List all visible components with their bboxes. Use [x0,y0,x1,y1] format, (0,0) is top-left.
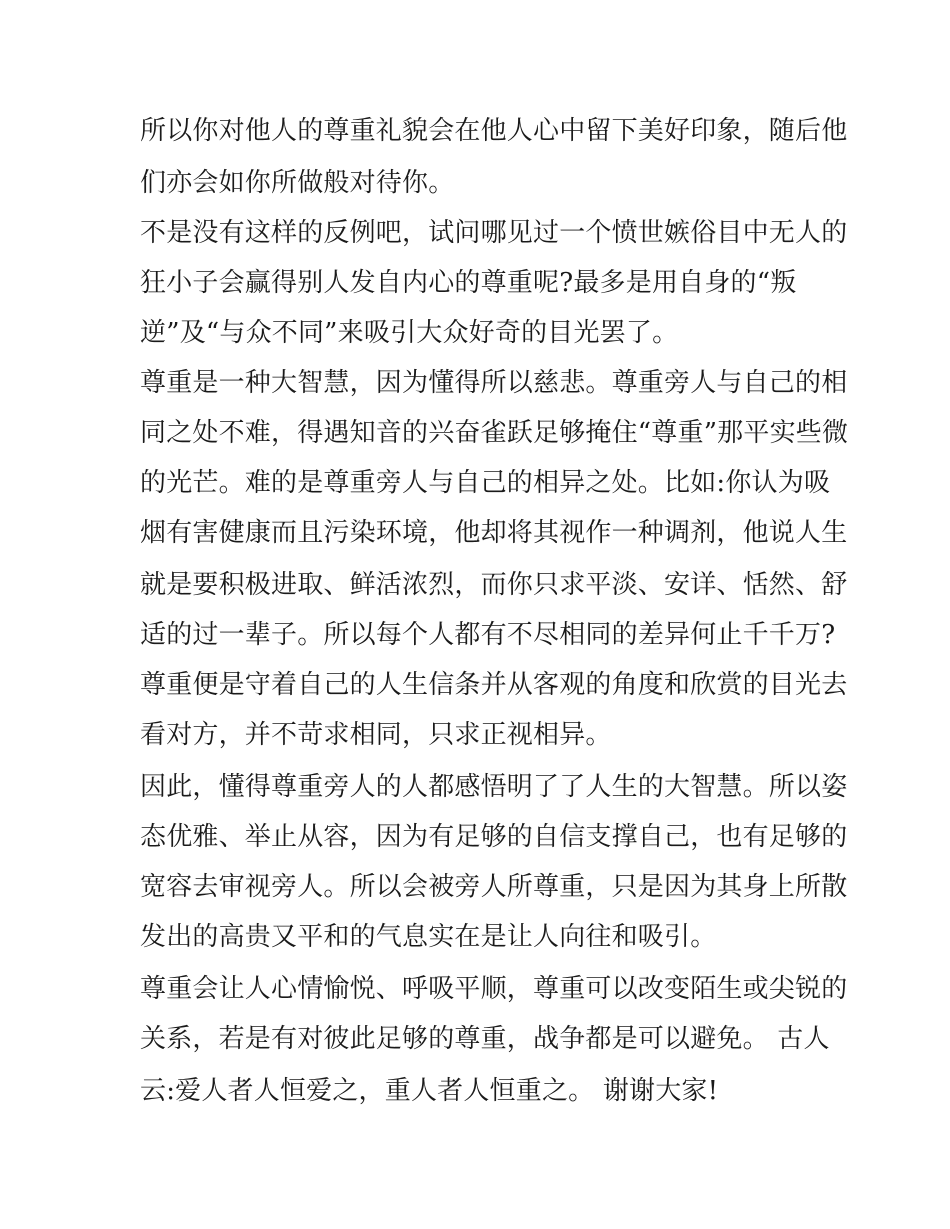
text-line: 狂小子会赢得别人发自内心的尊重呢?最多是用自身的“叛 [140,268,797,298]
text-line: 适的过一辈子。所以每个人都有不尽相同的差异何止千千万? [140,620,836,650]
text-line: 逆”及“与众不同”来吸引大众好奇的目光罢了。 [140,318,679,348]
text-line: 尊重便是守着自己的人生信条并从客观的角度和欣赏的目光去 [140,670,848,700]
text-line: 尊重是一种大智慧，因为懂得所以慈悲。尊重旁人与自己的相 [140,368,848,398]
text-line: 因此，懂得尊重旁人的人都感悟明了了人生的大智慧。所以姿 [140,772,848,802]
text-line: 们亦会如你所做般对待你。 [140,168,455,198]
text-line: 关系，若是有对彼此足够的尊重，战争都是可以避免。 古人 [140,1024,830,1054]
text-line: 烟有害健康而且污染环境，他却将其视作一种调剂，他说人生 [140,518,848,548]
text-line: 不是没有这样的反例吧，试问哪见过一个愤世嫉俗目中无人的 [140,218,848,248]
text-line: 的光芒。难的是尊重旁人与自己的相异之处。比如:你认为吸 [140,468,831,498]
text-line: 所以你对他人的尊重礼貌会在他人心中留下美好印象，随后他 [140,116,848,146]
text-line: 就是要积极进取、鲜活浓烈，而你只求平淡、安详、恬然、舒 [140,570,848,600]
text-line: 云:爱人者人恒爱之，重人者人恒重之。 谢谢大家! [140,1076,719,1106]
text-line: 尊重会让人心情愉悦、呼吸平顺，尊重可以改变陌生或尖锐的 [140,974,848,1004]
text-line: 态优雅、举止从容，因为有足够的自信支撑自己，也有足够的 [140,822,848,852]
text-line: 发出的高贵又平和的气息实在是让人向往和吸引。 [140,922,717,952]
text-line: 同之处不难，得遇知音的兴奋雀跃足够掩住“尊重”那平实些微 [140,418,849,448]
text-line: 宽容去审视旁人。所以会被旁人所尊重，只是因为其身上所散 [140,872,848,902]
text-line: 看对方，并不苛求相同，只求正视相异。 [140,720,612,750]
